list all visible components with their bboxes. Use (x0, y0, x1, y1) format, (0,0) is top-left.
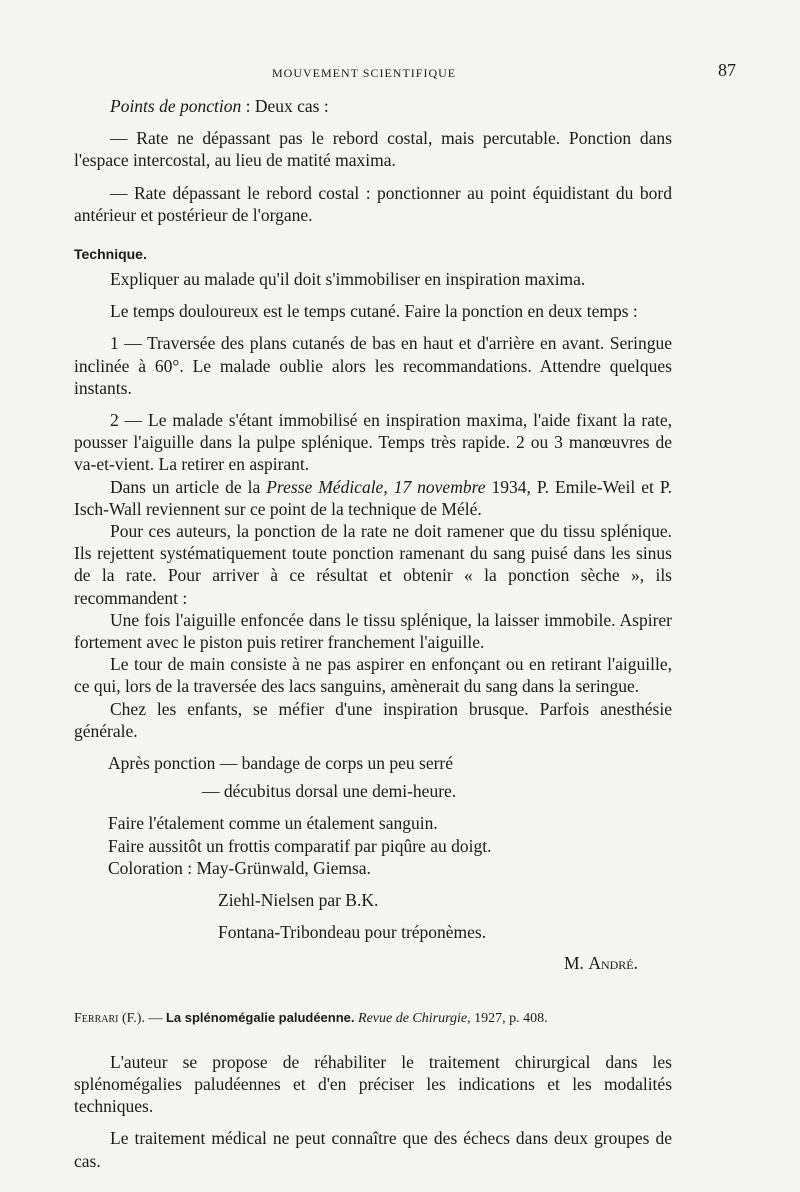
after-puncture-1: Après ponction — bandage de corps un peu serré (108, 753, 454, 774)
article-date: 17 novembre (393, 476, 486, 497)
article-text-a: Dans un article de la (110, 476, 267, 497)
stain-2: Ziehl-Nielsen par B.K. (218, 890, 379, 911)
running-title: MOUVEMENT SCIENTIFIQUE (272, 66, 457, 80)
bibliographic-reference (74, 1008, 672, 1029)
stain-1: Coloration : May-Grünwald, Giemsa. (108, 857, 371, 878)
smear-1: Faire l'étalement comme un étalement sanguin. (108, 813, 438, 834)
review-paragraph-1: L'auteur se propose de réhabiliter le traitement chirurgical dans les splénomégalies paludéennes et d'en préciser les indications et les modalités techniques. (74, 1051, 672, 1117)
signature-name: André. (588, 952, 638, 973)
points-heading (74, 95, 672, 117)
review-paragraph-2: Le traitement médical ne peut connaître que des échecs dans deux groupes de cas. (74, 1128, 672, 1171)
page-number: 87 (718, 60, 736, 80)
reference-dash: — (144, 1010, 166, 1026)
after-puncture-2: — décubitus dorsal une demi-heure. (202, 781, 457, 802)
page-body (74, 95, 672, 1172)
signature (74, 952, 638, 974)
smear-2: Faire aussitôt un frottis comparatif par piqûre au doigt. (108, 835, 492, 856)
technique-heading: Technique. (74, 246, 147, 263)
reference-title: La splénomégalie paludéenne. (165, 1009, 355, 1025)
paragraph-painful-time: Le temps douloureux est le temps cutané. Faire la ponction en deux temps : (110, 301, 638, 322)
step-2: 2 — Le malade s'étant immobilisé en inspiration maxima, l'aide fixant la rate, pousser l'aiguille dans la pulpe splénique. Temps très rapide. 2 ou 3 manœuvres de va-et-vient. La retirer en aspirant. (74, 410, 672, 475)
case-2: — Rate dépassant le rebord costal : ponctionner au point équidistant du bord antérieur et postérieur de l'organe. (74, 182, 672, 225)
article-text-b: 1934, P. Emile-Weil et P. Isch-Wall reviennent sur ce point de la technique de Mélé. (74, 476, 672, 519)
journal-presse-medicale: Presse Médicale (266, 476, 384, 497)
page-header (72, 60, 736, 84)
paragraph-article (74, 476, 672, 520)
reference-details: , 1927, p. 408. (467, 1010, 548, 1026)
paragraph-authors: Pour ces auteurs, la ponction de la rate ne doit ramener que du tissu splénique. Ils rejettent systématiquement toute ponction ramenant du sang puisé dans les sinus de la rate. Pour arriver à ce résultat et obtenir « la ponction sèche », ils recommandent : (74, 521, 672, 608)
step-1: 1 — Traversée des plans cutanés de bas en haut et d'arrière en avant. Seringue inclinée à 60°. Le malade oublie alors les recommandations. Attendre quelques instants. (74, 333, 672, 398)
stain-3: Fontana-Tribondeau pour tréponèmes. (218, 922, 487, 943)
case-1: — Rate ne dépassant pas le rebord costal, mais percutable. Ponction dans l'espace intercostal, au lieu de matité maxima. (74, 128, 672, 171)
points-heading-rest: : Deux cas : (241, 96, 329, 116)
paragraph-needle: Une fois l'aiguille enfoncée dans le tissu splénique, la laisser immobile. Aspirer fortement avec le piston puis retirer franchement l'aiguille. (74, 609, 672, 653)
reference-author: Ferrari (F.). (74, 1010, 145, 1026)
paragraph-technique-tip: Le tour de main consiste à ne pas aspirer en enfonçant ou en retirant l'aiguille, ce qui, lors de la traversée des lacs sanguins, amènerait du sang dans la seringue. (74, 654, 672, 697)
signature-initial: M. (564, 952, 589, 973)
points-heading-label: Points de ponction (110, 96, 242, 116)
reference-journal: Revue de Chirurgie (358, 1010, 468, 1026)
paragraph-explain: Expliquer au malade qu'il doit s'immobiliser en inspiration maxima. (110, 269, 586, 290)
article-comma: , (383, 476, 394, 497)
paragraph-children: Chez les enfants, se méfier d'une inspiration brusque. Parfois anesthésie générale. (74, 698, 672, 741)
